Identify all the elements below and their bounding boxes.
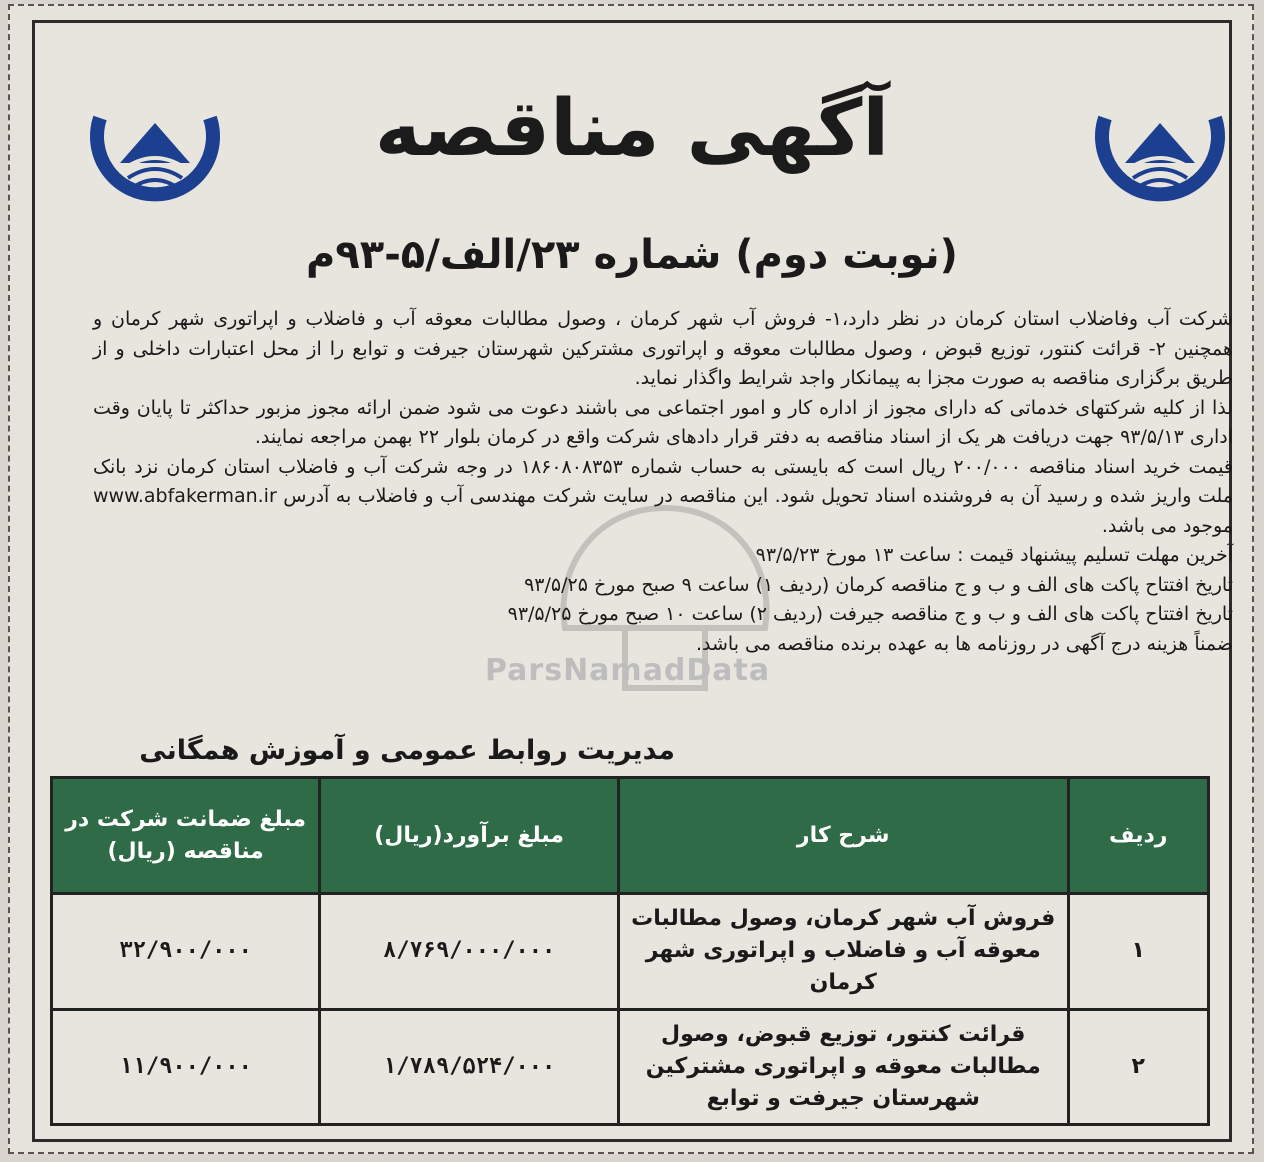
col-header-guarantee: مبلغ ضمانت شرکت در مناقصه (ریال) bbox=[52, 778, 320, 894]
cell-guarantee: ۱۱/۹۰۰/۰۰۰ bbox=[52, 1009, 320, 1125]
paragraph: شرکت آب وفاضلاب استان کرمان در نظر دارد،۱- فروش آب شهر کرمان ، وصول مطالبات معوقه آب و فاضلاب و اپراتوری شهر کرمان و همچنین ۲- قرائت کنتور، توزیع قبوض ، وصول مطالبات معوقه و اپراتوری مشترکین شهرستان جیرفت و توابع را از محل اعتبارات داخلی و از طریق برگزاری مناقصه به صورت مجزا به پیمانکار واجد شرایط واگذار نماید. bbox=[93, 308, 1233, 389]
notice-body bbox=[93, 305, 1233, 659]
cell-guarantee: ۳۲/۹۰۰/۰۰۰ bbox=[52, 894, 320, 1010]
table-header-row bbox=[52, 778, 1209, 894]
col-header-row: ردیف bbox=[1068, 778, 1209, 894]
tender-table bbox=[50, 776, 1210, 1126]
watermark-text: ParsNamadData bbox=[485, 653, 771, 688]
paragraph: آخرین مهلت تسلیم پیشنهاد قیمت : ساعت ۱۳ مورخ ۹۳/۵/۲۳ bbox=[755, 544, 1233, 566]
cell-estimate: ۸/۷۶۹/۰۰۰/۰۰۰ bbox=[320, 894, 619, 1010]
notice-subtitle: (نوبت دوم) شماره ۲۳/الف/۵-۹۳م bbox=[306, 232, 958, 278]
cell-desc: فروش آب شهر کرمان، وصول مطالبات معوقه آب و فاضلاب و اپراتوری شهر کرمان bbox=[618, 894, 1068, 1010]
paragraph: قیمت خرید اسناد مناقصه ۲۰۰/۰۰۰ ریال است که بایستی به حساب شماره ۱۸۶۰۸۰۸۳۵۳ در وجه شرکت آب و فاضلاب استان کرمان نزد بانک ملت واریز شده و رسید آن به فروشنده اسناد تحویل شود. این مناقصه در سایت شرکت مهندسی آب و فاضلاب به آدرس www.abfakerman.ir موجود می باشد. bbox=[93, 455, 1234, 537]
newspaper-clipping bbox=[8, 4, 1254, 1154]
cell-desc: قرائت کنتور، توزیع قبوض، وصول مطالبات معوقه و اپراتوری مشترکین شهرستان جیرفت و توابع bbox=[618, 1009, 1068, 1125]
signature: مدیریت روابط عمومی و آموزش همگانی bbox=[139, 735, 675, 766]
notice-title: آگهی مناقصه bbox=[374, 84, 890, 174]
cell-estimate: ۱/۷۸۹/۵۲۴/۰۰۰ bbox=[320, 1009, 619, 1125]
cell-row: ۱ bbox=[1068, 894, 1209, 1010]
paragraph: تاریخ افتتاح پاکت های الف و ب و ج مناقصه جیرفت (ردیف ۲) ساعت ۱۰ صبح مورخ ۹۳/۵/۲۵ bbox=[507, 603, 1233, 625]
table-row bbox=[52, 1009, 1209, 1125]
paragraph: ضمناً هزینه درج آگهی در روزنامه ها به عهده برنده مناقصه می باشد. bbox=[695, 632, 1233, 655]
col-header-desc: شرح کار bbox=[618, 778, 1068, 894]
paragraph: لذا از کلیه شرکتهای خدماتی که دارای مجوز از اداره کار و امور اجتماعی می باشند دعوت می شود ضمن ارائه مجوز مزبور حداکثر تا پایان وقت اداری ۹۳/۵/۱۳ جهت دریافت هر یک از اسناد مناقصه به دفتر قرار دادهای شرکت واقع در کرمان بلوار ۲۲ بهمن مراجعه نمایند. bbox=[93, 396, 1233, 448]
paragraph: تاریخ افتتاح پاکت های الف و ب و ج مناقصه کرمان (ردیف ۱) ساعت ۹ صبح مورخ ۹۳/۵/۲۵ bbox=[524, 573, 1233, 596]
table-row bbox=[52, 894, 1209, 1010]
cell-row: ۲ bbox=[1068, 1009, 1209, 1125]
col-header-estimate: مبلغ برآورد(ریال) bbox=[320, 778, 619, 894]
